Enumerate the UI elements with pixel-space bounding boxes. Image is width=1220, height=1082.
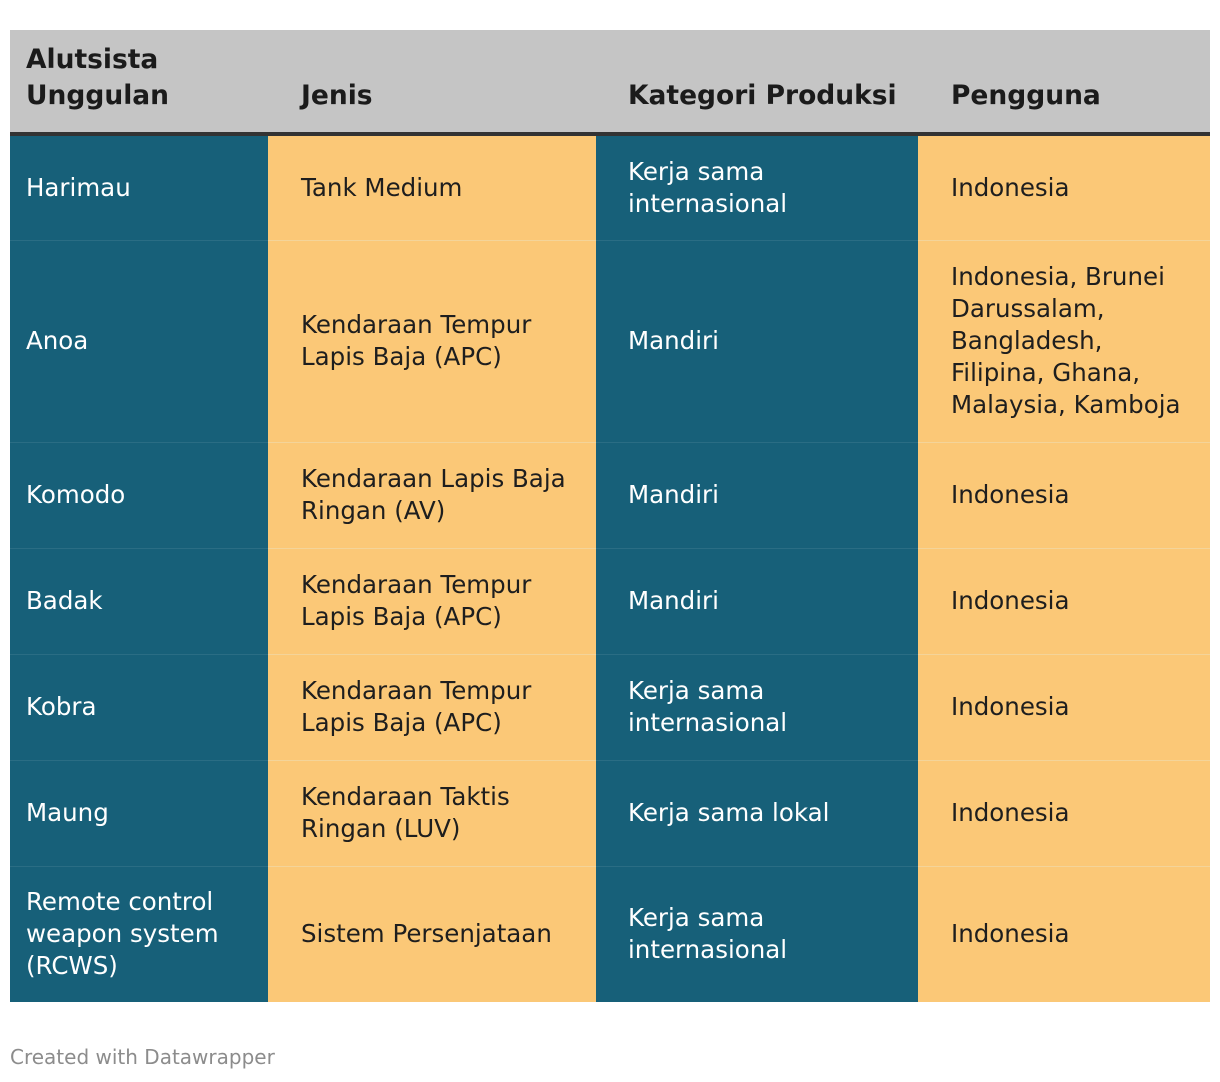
- column-header-jenis[interactable]: Jenis: [268, 30, 596, 134]
- table-cell-kategori: Mandiri: [596, 240, 918, 442]
- table-cell-alutsista: Harimau: [10, 134, 268, 240]
- table-row: [10, 442, 1210, 548]
- table-cell-jenis: Kendaraan Tempur Lapis Baja (APC): [268, 548, 596, 654]
- table-cell-jenis: Sistem Persenjataan: [268, 866, 596, 1002]
- data-table-container: [10, 30, 1210, 1002]
- column-header-alutsista[interactable]: [10, 30, 268, 134]
- table-body: [10, 134, 1210, 1002]
- table-cell-kategori: Kerja sama internasional: [596, 866, 918, 1002]
- table-cell-jenis: Kendaraan Tempur Lapis Baja (APC): [268, 654, 596, 760]
- table-cell-alutsista: Kobra: [10, 654, 268, 760]
- table-cell-alutsista: Maung: [10, 760, 268, 866]
- table-cell-jenis: Kendaraan Tempur Lapis Baja (APC): [268, 240, 596, 442]
- table-cell-alutsista: Komodo: [10, 442, 268, 548]
- table-cell-kategori: Mandiri: [596, 548, 918, 654]
- table-cell-pengguna: Indonesia: [918, 654, 1210, 760]
- column-header-pengguna[interactable]: Pengguna: [918, 30, 1210, 134]
- column-header-kategori[interactable]: Kategori Produksi: [596, 30, 918, 134]
- table-row: [10, 240, 1210, 442]
- header-row: [10, 30, 1210, 134]
- table-row: [10, 134, 1210, 240]
- table-row: [10, 760, 1210, 866]
- table-cell-alutsista: Anoa: [10, 240, 268, 442]
- table-cell-pengguna: Indonesia: [918, 134, 1210, 240]
- data-table: [10, 30, 1210, 1002]
- table-cell-alutsista: Remote control weapon system (RCWS): [10, 866, 268, 1002]
- table-row: [10, 866, 1210, 1002]
- table-cell-jenis: Kendaraan Lapis Baja Ringan (AV): [268, 442, 596, 548]
- table-row: [10, 548, 1210, 654]
- table-cell-pengguna: Indonesia: [918, 442, 1210, 548]
- table-cell-jenis: Tank Medium: [268, 134, 596, 240]
- column-header-alutsista-line1: Alutsista: [26, 44, 159, 75]
- table-cell-pengguna: Indonesia: [918, 548, 1210, 654]
- table-cell-jenis: Kendaraan Taktis Ringan (LUV): [268, 760, 596, 866]
- table-cell-alutsista: Badak: [10, 548, 268, 654]
- table-cell-kategori: Kerja sama internasional: [596, 654, 918, 760]
- table-cell-pengguna: Indonesia, Brunei Darussalam, Bangladesh, Filipina, Ghana, Malaysia, Kamboja: [918, 240, 1210, 442]
- datawrapper-credit[interactable]: Created with Datawrapper: [10, 1045, 275, 1069]
- table-row: [10, 654, 1210, 760]
- column-header-alutsista-line2: Unggulan: [26, 80, 170, 111]
- table-header: [10, 30, 1210, 134]
- table-cell-kategori: Kerja sama internasional: [596, 134, 918, 240]
- table-cell-kategori: Kerja sama lokal: [596, 760, 918, 866]
- table-cell-pengguna: Indonesia: [918, 760, 1210, 866]
- table-cell-kategori: Mandiri: [596, 442, 918, 548]
- table-cell-pengguna: Indonesia: [918, 866, 1210, 1002]
